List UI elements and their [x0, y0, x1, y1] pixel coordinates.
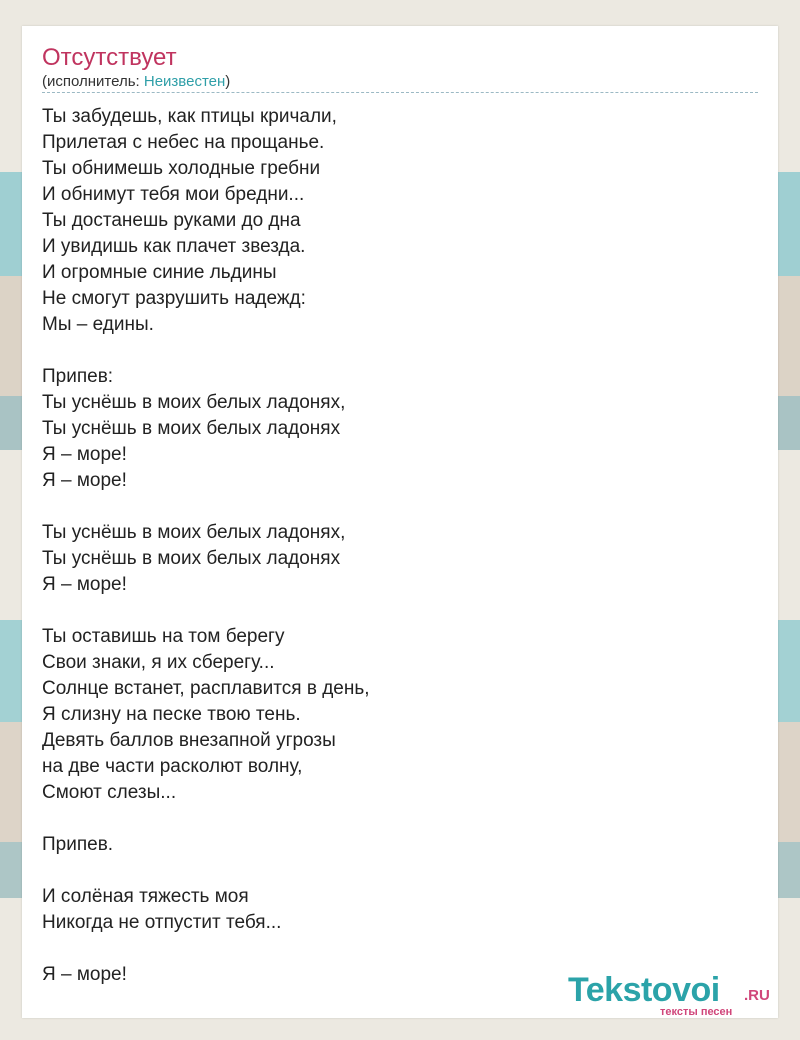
lyric-line	[42, 806, 742, 832]
lyric-line: Ты уснёшь в моих белых ладонях	[42, 418, 341, 439]
lyric-line	[42, 598, 742, 624]
lyric-line: Смоют слезы...	[42, 782, 177, 803]
lyric-line: Девять баллов внезапной угрозы	[42, 730, 336, 751]
lyric-line: Припев:	[42, 366, 114, 387]
lyric-line: Я – море!	[42, 444, 127, 465]
lyric-line: Я слизну на песке твою тень.	[42, 704, 301, 725]
lyric-line: И увидишь как плачет звезда.	[42, 236, 306, 257]
lyric-line: И солёная тяжесть моя	[42, 886, 249, 907]
logo-name: Tekstovoi	[568, 971, 720, 1009]
lyrics-text	[42, 104, 742, 988]
site-logo[interactable]	[568, 972, 778, 1018]
artist-line	[42, 73, 230, 90]
lyric-line: Ты уснёшь в моих белых ладонях,	[42, 392, 346, 413]
lyric-line: Ты забудешь, как птицы кричали,	[42, 106, 337, 127]
artist-prefix: (исполнитель:	[42, 73, 144, 90]
artist-link[interactable]: Неизвестен	[143, 73, 226, 90]
lyric-line	[42, 338, 742, 364]
lyric-line: Ты оставишь на том берегу	[42, 626, 285, 647]
song-title: Отсутствует	[42, 44, 177, 71]
lyric-line: Прилетая с небес на прощанье.	[42, 132, 325, 153]
lyric-line	[42, 494, 742, 520]
lyric-line: Я – море!	[42, 470, 127, 491]
lyric-line: Ты уснёшь в моих белых ладонях	[42, 548, 341, 569]
lyric-line	[42, 936, 742, 962]
lyrics-card	[22, 26, 778, 1018]
lyric-line: Ты уснёшь в моих белых ладонях,	[42, 522, 346, 543]
lyric-line: Мы – едины.	[42, 314, 154, 335]
lyric-line: И огромные синие льдины	[42, 262, 277, 283]
logo-domain: .RU	[744, 987, 770, 1004]
lyric-line: Припев.	[42, 834, 114, 855]
lyric-line: Ты обнимешь холодные гребни	[42, 158, 321, 179]
lyric-line: Не смогут разрушить надежд:	[42, 288, 306, 309]
artist-suffix: )	[225, 73, 231, 90]
lyric-line: Солнце встанет, расплавится в день,	[42, 678, 370, 699]
lyric-line: Я – море!	[42, 574, 127, 595]
lyric-line: Ты достанешь руками до дна	[42, 210, 301, 231]
lyric-line: Никогда не отпустит тебя...	[42, 912, 282, 933]
lyric-line: И обнимут тебя мои бредни...	[42, 184, 305, 205]
lyric-line: Я – море!	[42, 964, 127, 985]
lyric-line: Свои знаки, я их сберегу...	[42, 652, 275, 673]
logo-tagline: тексты песен	[660, 1006, 733, 1018]
lyric-line	[42, 858, 742, 884]
title-divider	[42, 92, 758, 93]
lyric-line: на две части расколют волну,	[42, 756, 303, 777]
